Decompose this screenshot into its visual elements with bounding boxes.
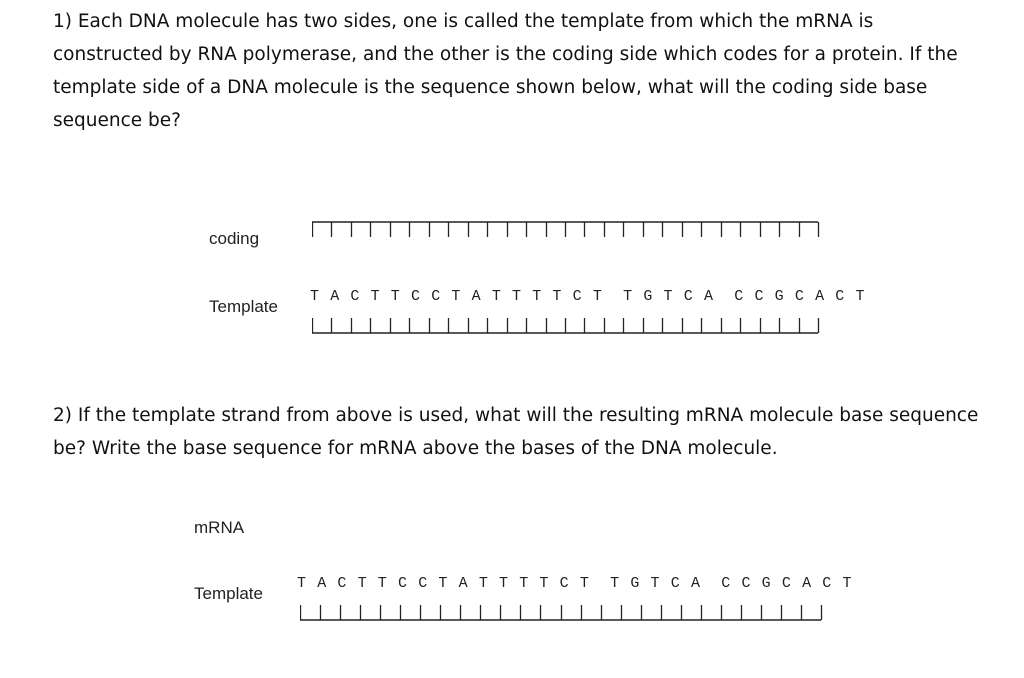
question-1-text: 1) Each DNA molecule has two sides, one is called the template from which the mRNA is constructed by RNA polymerase, and the other is the coding side which codes for a protein. If the template side of a DNA molecule is the sequence shown below, what will the coding side base sequence be? [53,11,958,131]
template-sequence-2: T A C T T C C T A T T T T C T T G T C A C C G C A C T [297,575,853,592]
template-strand-ticks-2 [300,603,825,619]
coding-strand-ticks [312,221,822,237]
mrna-strand-label: mRNA [194,518,245,537]
template-strand-label-2: Template [194,584,263,603]
template-sequence-1: T A C T T C C T A T T T T C T T G T C A C C G C A C T [310,288,866,305]
coding-strand-label: coding [209,229,260,248]
template-strand-ticks-1 [312,316,822,332]
template-strand-label-1: Template [209,297,278,316]
question-2-text: 2) If the template strand from above is used, what will the resulting mRNA molecule base sequence be? Write the base sequence for mRNA above the bases of the DNA molecule. [53,405,979,459]
